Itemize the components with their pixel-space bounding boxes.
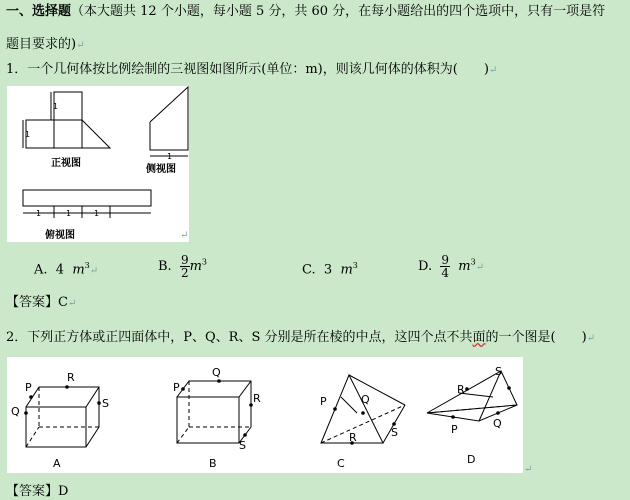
section-intro: （本大题共 12 个小题，每小题 5 分，共 60 分，在每小题给出的四个选项中，只有一项是符 bbox=[71, 4, 606, 19]
section-intro-continued: 题目要求的)↵ bbox=[6, 37, 85, 52]
svg-text:Q: Q bbox=[493, 417, 502, 430]
option-b: B. $\frac{9}{2}$ $m^3$ bbox=[158, 253, 208, 280]
paragraph-mark: ↵ bbox=[76, 40, 85, 51]
q1-stem: 1．一个几何体按比例绘制的三视图如图所示(单位：m)，则该几何体的体积为( )↵ bbox=[6, 62, 498, 77]
svg-text:1: 1 bbox=[36, 209, 42, 218]
section-header bbox=[6, 4, 605, 20]
q2-stem: 2．下列正方体或正四面体中，P、Q、R、S 分别是所在棱的中点，这四个点不共面的一个图是( )↵ bbox=[6, 330, 596, 345]
figure-label-d: D bbox=[467, 453, 476, 466]
svg-text:Q: Q bbox=[361, 393, 370, 406]
option-c: C. 3 $m^3$ bbox=[302, 261, 358, 278]
section-heading: 一、选择题 bbox=[6, 4, 72, 19]
svg-text:S: S bbox=[102, 397, 109, 410]
svg-text:1: 1 bbox=[25, 130, 31, 139]
svg-text:R: R bbox=[253, 392, 261, 405]
option-a: A. 4 $m^3↵$ bbox=[34, 261, 99, 278]
svg-text:R: R bbox=[67, 371, 75, 384]
svg-text:P: P bbox=[173, 381, 180, 394]
svg-text:R: R bbox=[457, 383, 465, 396]
figure-label-a: A bbox=[53, 457, 61, 470]
svg-text:Q: Q bbox=[11, 405, 20, 418]
side-view-label: 侧视图 bbox=[146, 164, 176, 175]
svg-text:P: P bbox=[25, 381, 32, 394]
svg-text:P: P bbox=[320, 395, 327, 408]
q1-three-view-figure bbox=[7, 86, 189, 242]
svg-text:S: S bbox=[391, 426, 398, 439]
svg-text:R: R bbox=[349, 431, 357, 444]
svg-text:1: 1 bbox=[66, 209, 72, 218]
fraction: $\frac{9}{2}$ bbox=[180, 253, 189, 280]
svg-text:1: 1 bbox=[94, 209, 100, 218]
svg-text:S: S bbox=[239, 439, 246, 452]
figure-label-b: B bbox=[209, 457, 217, 470]
top-view-label: 俯视图 bbox=[45, 230, 75, 241]
svg-text:1: 1 bbox=[53, 102, 59, 111]
figure-label-c: C bbox=[337, 457, 345, 470]
q2-figures bbox=[7, 357, 523, 473]
svg-text:S: S bbox=[495, 365, 502, 378]
front-view-label: 正视图 bbox=[51, 158, 81, 169]
three-view-drawing bbox=[7, 86, 189, 242]
svg-text:P: P bbox=[451, 423, 458, 436]
svg-text:1: 1 bbox=[167, 152, 173, 161]
option-d: D. $\frac{9}{4}$ $m^3↵$ bbox=[418, 253, 485, 280]
q2-answer: 【答案】D bbox=[6, 484, 69, 499]
q2-solid-figures bbox=[7, 357, 523, 473]
svg-text:Q: Q bbox=[212, 366, 221, 379]
q1-answer: 【答案】C↵ bbox=[6, 295, 77, 310]
fraction: $\frac{9}{4}$ bbox=[441, 253, 449, 280]
